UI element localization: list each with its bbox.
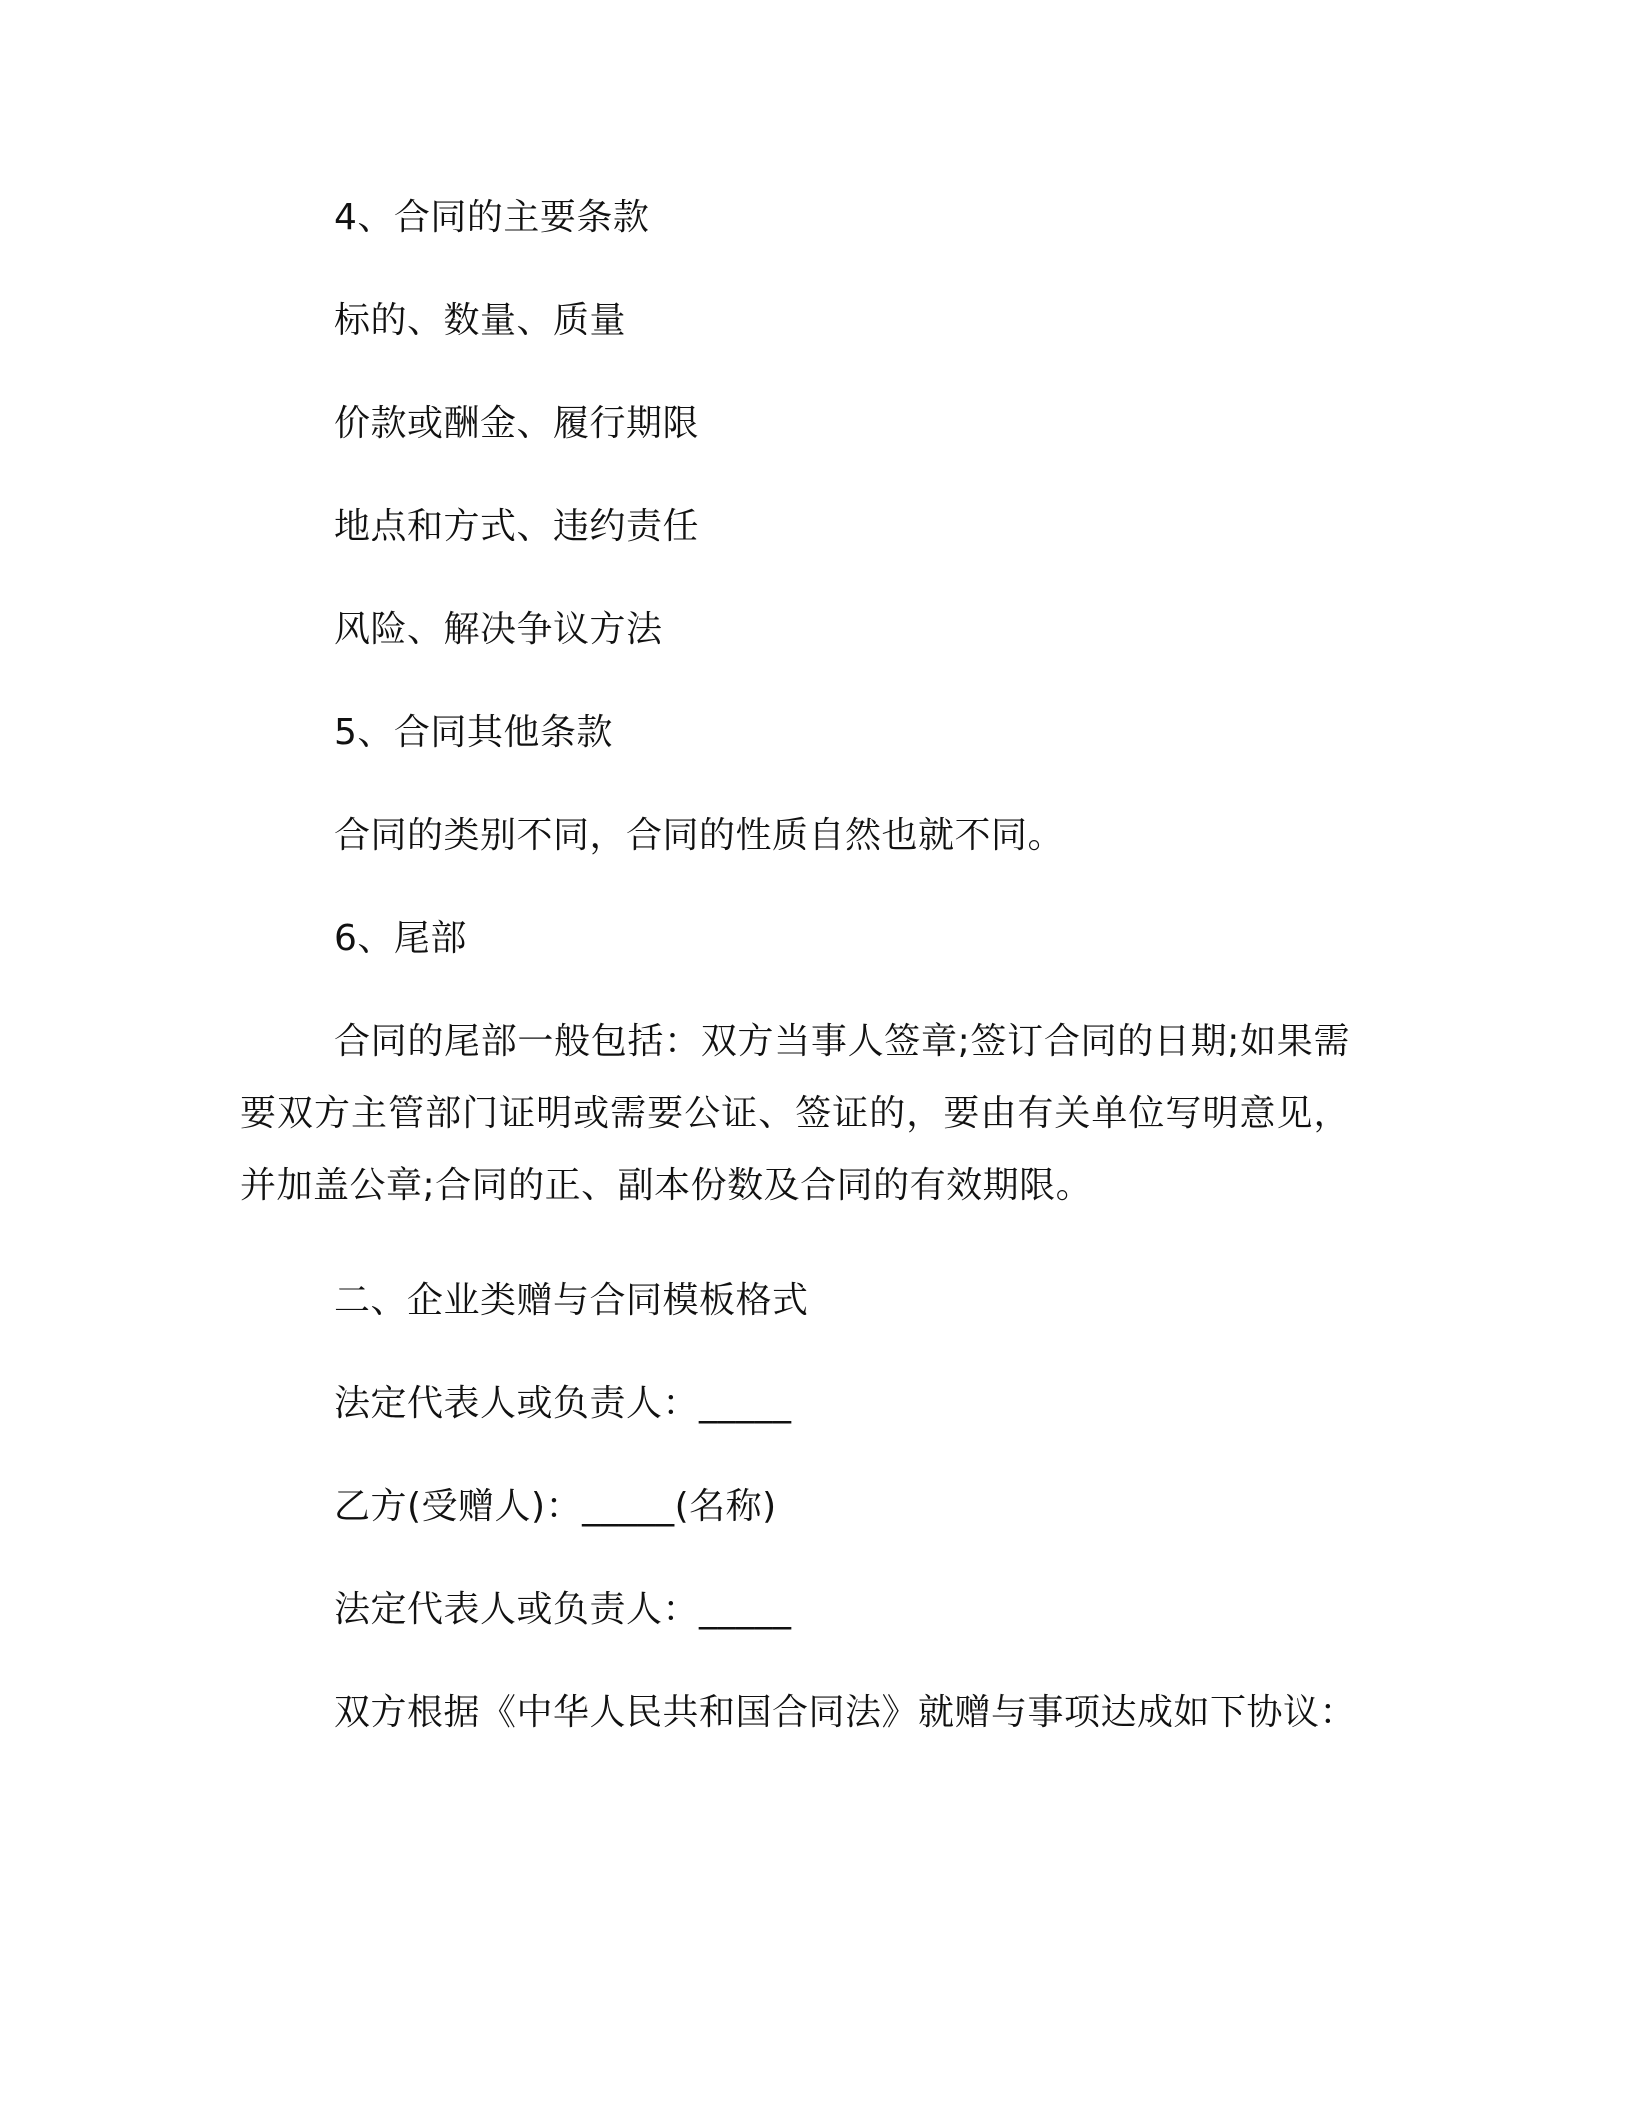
clause-heading-tail: 6、尾部: [334, 918, 467, 959]
section-heading: 二、企业类赠与合同模板格式: [334, 1280, 809, 1321]
term-line-price: 价款或酬金、履行期限: [334, 403, 700, 444]
closing-line: 双方根据《中华人民共和国合同法》就赠与事项达成如下协议：: [334, 1692, 1357, 1733]
field-legal-rep-1: 法定代表人或负责人：_____: [334, 1383, 792, 1424]
other-terms-text: 合同的类别不同，合同的性质自然也就不同。: [334, 815, 1065, 856]
term-line-place: 地点和方式、违约责任: [334, 506, 700, 547]
field-legal-rep-2: 法定代表人或负责人：_____: [334, 1589, 792, 1630]
field-party-b: 乙方(受赠人)：_____(名称): [334, 1486, 777, 1527]
term-line-risk: 风险、解决争议方法: [334, 609, 663, 650]
clause-heading-main-terms: 4、合同的主要条款: [334, 197, 650, 238]
tail-paragraph: 合同的尾部一般包括：双方当事人签章;签订合同的日期;如果需要双方主管部门证明或需要公证、签证的，要由有关单位写明意见，并加盖公章;合同的正、副本份数及合同的有效期限。: [240, 1021, 1350, 1206]
clause-heading-other-terms: 5、合同其他条款: [334, 712, 613, 753]
term-line-subject: 标的、数量、质量: [334, 300, 627, 341]
